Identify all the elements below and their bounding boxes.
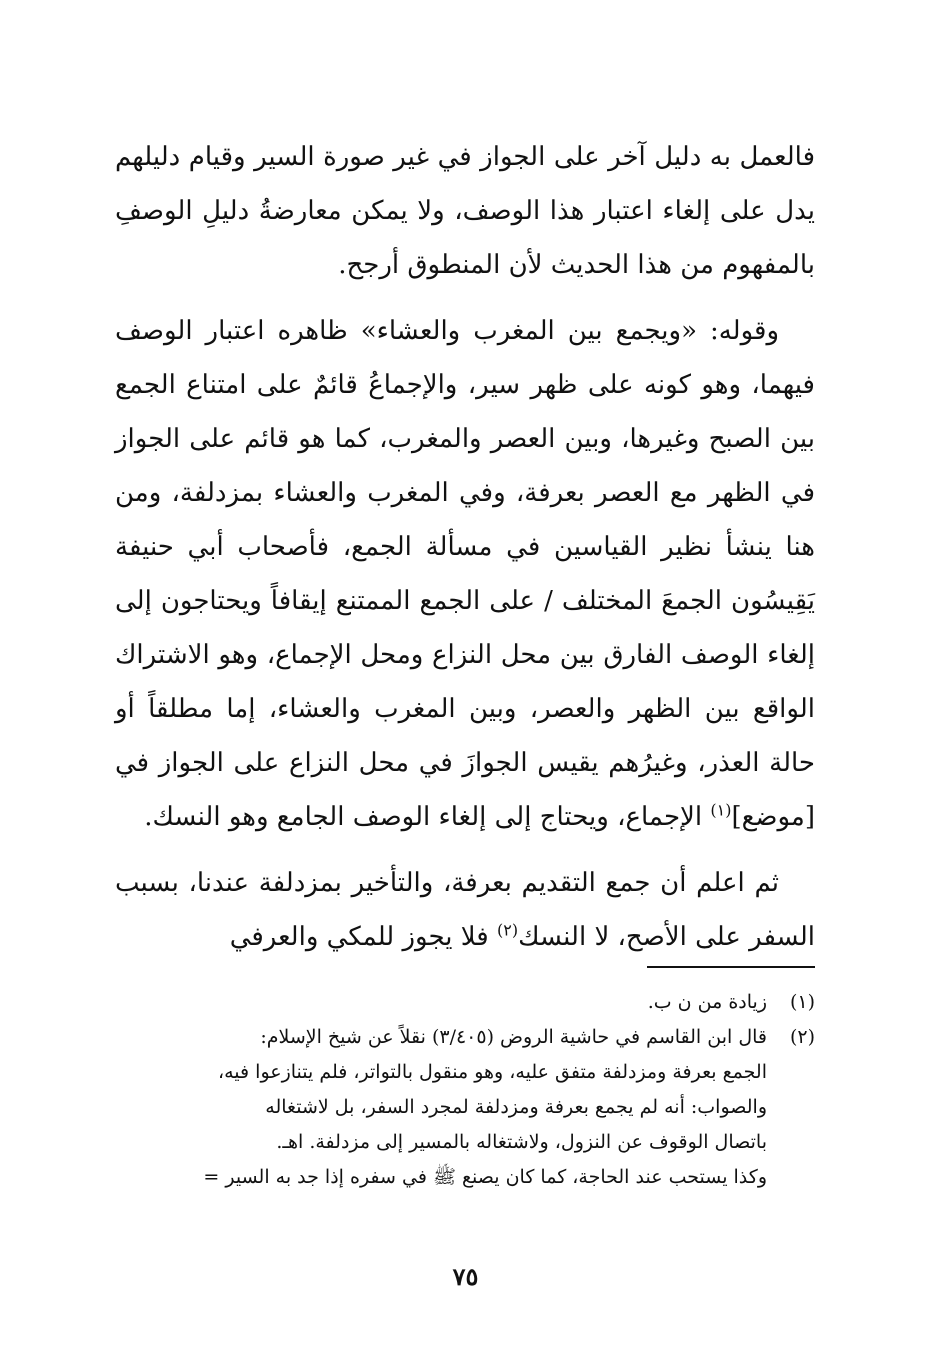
footnote-2 — [115, 1020, 815, 1195]
paragraph-3 — [115, 856, 815, 964]
footnote-1-line: زيادة من ن ب. — [647, 991, 767, 1013]
paragraph-3-text-end: فلا يجوز للمكي والعرفي — [229, 922, 497, 952]
footnote-2-line: الجمع بعرفة ومزدلفة متفق عليه، وهو منقول بالتواتر، فلم يتنازعوا فيه، — [217, 1061, 767, 1083]
paragraph-2-text-end: الإجماع، ويحتاج إلى إلغاء الوصف الجامع وهو النسك. — [144, 802, 711, 832]
page-number: ٧٥ — [452, 1262, 479, 1291]
footnote-2-line: باتصال الوقوف عن النزول، ولاشتغاله بالمسير إلى مزدلفة. اهـ. — [276, 1131, 767, 1153]
main-text — [115, 130, 815, 964]
footnote-2-line: والصواب: أنه لم يجمع بعرفة ومزدلفة لمجرد السفر، بل لاشتغاله — [265, 1096, 767, 1118]
paragraph-1-text: فالعمل به دليل آخر على الجواز في غير صورة السير وقيام دليلهم يدل على إلغاء اعتبار هذا الوصف، ولا يمكن معارضةُ دليلِ الوصفِ بالمفهوم من هذا الحديث لأن المنطوق أرجح. — [115, 142, 815, 280]
footnote-separator — [647, 966, 815, 968]
paragraph-1 — [115, 130, 815, 292]
footnote-1 — [115, 985, 815, 1020]
paragraph-2 — [115, 304, 815, 844]
footnote-marker-2: (٢) — [496, 920, 519, 940]
paragraph-2-text: وقوله: «ويجمع بين المغرب والعشاء» ظاهره اعتبار الوصف فيهما، وهو كونه على ظهر سير، والإجماعُ قائمٌ على امتناع الجمع بين الصبح وغيرها، وبين العصر والمغرب، كما هو قائم على الجواز في الظهر مع العصر بعرفة، وفي المغرب والعشاء بمزدلفة، ومن هنا ينشأ نظير القياسين في مسألة الجمع، فأصحاب أبي حنيفة يَقِيسُون الجمعَ المختلف / على الجمع الممتنع إيقافاً ويحتاجون إلى إلغاء الوصف الفارق بين محل النزاع ومحل الإجماع، وهو الاشتراك الواقع بين الظهر والعصر، وبين المغرب والعشاء، إما مطلقاً أو حالة العذر، وغيرُهم يقيس الجوازَ في محل النزاع على الجواز في [موضع] — [115, 316, 815, 832]
paragraph-3-text: ثم اعلم أن جمع التقديم بعرفة، والتأخير بمزدلفة عندنا، بسبب السفر على الأصح، لا النسك — [115, 868, 815, 952]
footnote-2-line: وكذا يستحب عند الحاجة، كما كان يصنع ﷺ في سفره إذا جد به السير = — [203, 1166, 767, 1188]
footnote-1-number: (١) — [789, 991, 815, 1013]
footnote-marker-1: (١) — [710, 800, 732, 820]
footnotes — [115, 985, 815, 1195]
footnote-2-line: قال ابن القاسم في حاشية الروض (٣/٤٠٥) نقلاً عن شيخ الإسلام: — [260, 1026, 767, 1048]
footnote-2-number: (٢) — [789, 1026, 815, 1048]
